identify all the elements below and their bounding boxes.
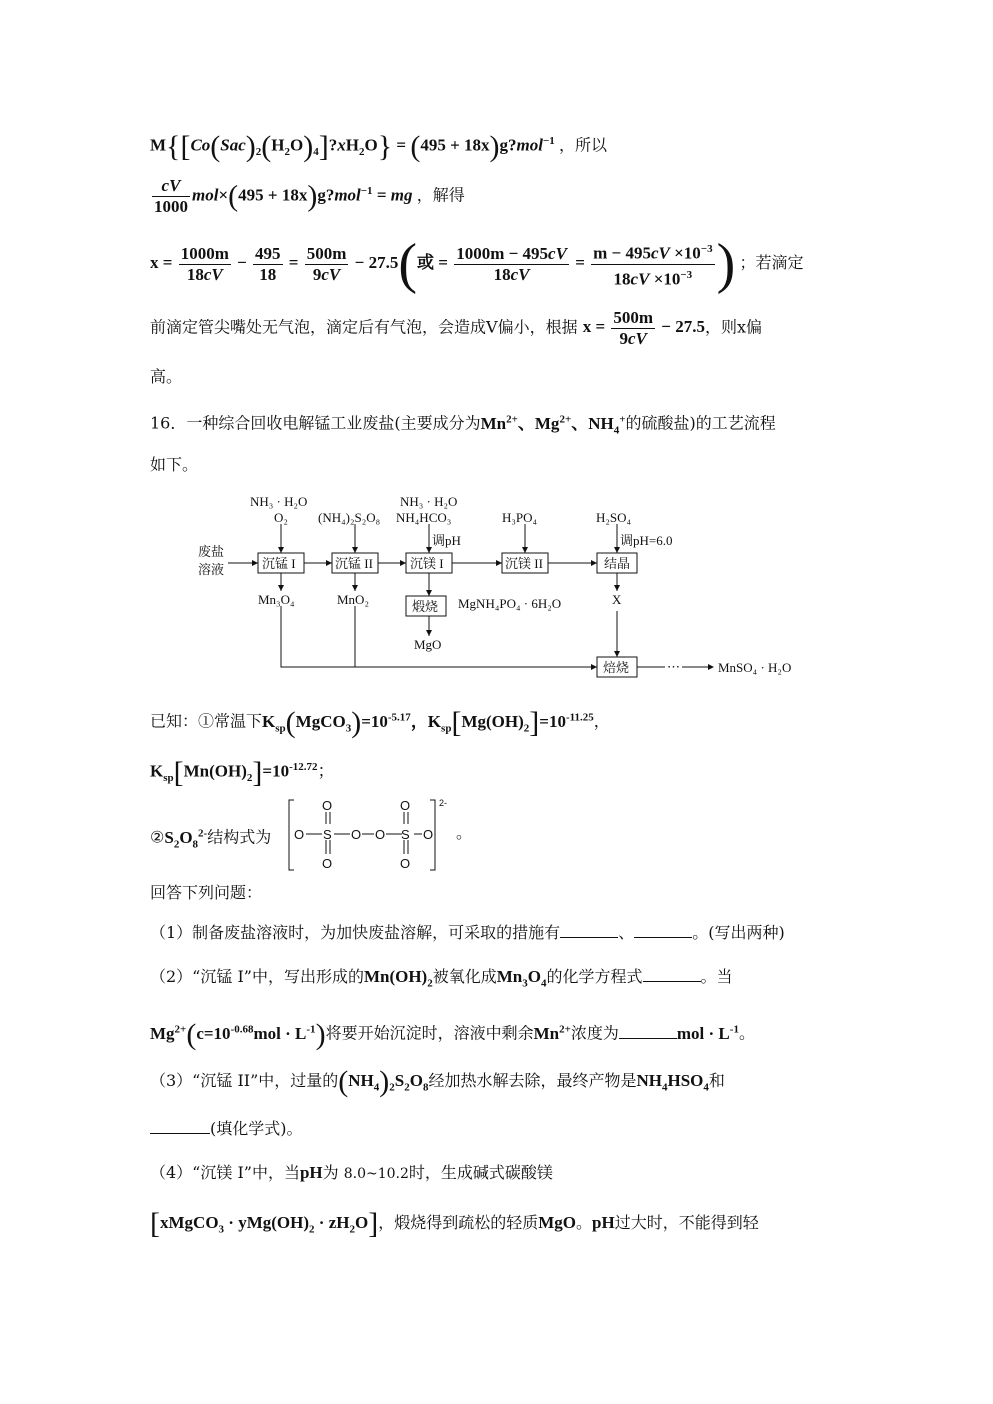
- box-label-chenmei-1: 沉镁 I: [410, 556, 444, 571]
- line3-tail: ；若滴定: [739, 254, 804, 272]
- reagent-2: (NH₄)₂S₂O₈: [318, 510, 381, 525]
- q2-end: 的化学方程式: [546, 967, 643, 986]
- line4-end: 偏: [746, 317, 763, 337]
- q2b-mid: 将要开始沉淀时，溶液中剩余: [325, 1023, 534, 1043]
- atom-s2: S: [401, 827, 410, 842]
- atom-o-bridge2: O: [375, 827, 386, 842]
- peroxodisulfate-structure: [286, 796, 466, 874]
- reagent-1b: O₂: [274, 510, 288, 525]
- q16-intro: 16．一种综合回收电解锰工业废盐(主要成分为$Mn^{2+}$、$Mg^{2+}$、$NH_4^+$的硫酸盐)的工艺流程: [150, 413, 776, 437]
- process-flowchart: [190, 490, 810, 685]
- atom-o-top2: O: [400, 798, 411, 813]
- q16-intro-line2: 如下。: [150, 455, 199, 474]
- q2-dang: 。当: [700, 967, 733, 986]
- molar-mass-equation: $M\{[Co(Sac)_2(H_2O)_4]?xH_2O\} = (495$ + 18x)g?mol$^{-1}$ ，所以: [150, 129, 608, 163]
- x-solution-equation: x = $\frac{1000m}{18cV}$ − $\frac{495}{18}$ = $\frac{500m}{9cV}$ − 27.5(或 = $\frac{1000m - 495cV}{18cV}$ = $\frac{m - 495cV \times 10^{-3}}{18cV \times 10^{-3}}$ ) ；若滴定: [150, 233, 804, 295]
- box-label-jiejing: 结晶: [604, 556, 631, 571]
- box-label-duanshao: 煅烧: [412, 599, 439, 614]
- q4b-mid2: 。: [576, 1213, 593, 1232]
- feed-label-1: 废盐: [198, 544, 225, 559]
- line1-tail: ，所以: [559, 137, 608, 155]
- q4-wei: 为: [322, 1163, 339, 1182]
- q16-intro-pre: 16．一种综合回收电解锰工业废盐(主要成分为: [150, 413, 481, 433]
- product-mn3o4: Mn₃O₄: [258, 592, 295, 607]
- line4-v: V: [486, 317, 498, 337]
- atom-o-bridge1: O: [351, 827, 362, 842]
- final-product: MnSO₄ · H₂O: [718, 660, 792, 675]
- q4b-mid: ，煅烧得到疏松的轻质: [378, 1213, 539, 1232]
- line2-tail: ，解得: [416, 187, 465, 205]
- known-pre: 已知：①常温下: [150, 711, 263, 731]
- product-x: X: [612, 592, 622, 607]
- product-mgo: MgO: [414, 637, 442, 652]
- q1-blank-1[interactable]: [560, 923, 618, 938]
- product-mgnh4po4: MgNH₄PO₄ · 6H₂O: [458, 596, 562, 611]
- q1-text: （1）制备废盐溶液时，为加快废盐溶解，可采取的措施有: [150, 923, 561, 942]
- line4-tail: ，则: [704, 317, 737, 337]
- mass-equation: $\frac{cV}{1000}$ mol×(495 + 18x)g?mol$^{-1}$ = mg ，解得: [154, 176, 465, 216]
- reagent-3c: 调pH: [432, 533, 461, 548]
- reagent-1a: NH₃ · H₂O: [250, 494, 308, 509]
- question-1: [150, 922, 840, 944]
- q2b-mid2: 浓度为: [570, 1023, 619, 1043]
- atom-o-left: O: [294, 827, 305, 842]
- atom-o-right: O: [423, 827, 434, 842]
- q2-blank-2[interactable]: [619, 1024, 677, 1039]
- q3b-text: (填化学式)。: [210, 1119, 303, 1138]
- error-analysis-line: 前滴定管尖嘴处无气泡，滴定后有气泡，会造成V偏小，根据 x = $\frac{500m}{9cV}$ − 27.5，则x偏: [150, 308, 763, 348]
- question-3: （3）“沉锰 II”中，过量的$(NH_4)_2S_2O_8$经加热水解去除，最终产物是$NH_4HSO_4$和: [150, 1065, 725, 1099]
- ion-charge: 2-: [439, 798, 448, 808]
- question-2b: $Mg^{2+}(c=10^{-0.68}mol \cdot L^{-1})$将要开始沉淀时，溶液中剩余$Mn^{2+}$浓度为 mol · $L^{-1}$。: [150, 1017, 755, 1051]
- question-2: （2）“沉锰 I”中，写出形成的$Mn(OH)_2$被氧化成$Mn_3O_4$的化学方程式 。当: [150, 967, 733, 990]
- answer-prompt: 回答下列问题：: [150, 883, 263, 902]
- q1-end: 。(写出两种): [692, 923, 785, 942]
- q1-blank-2[interactable]: [634, 923, 692, 938]
- struct-pre: ②: [150, 827, 165, 847]
- q2-pre: （2）“沉锰 I”中，写出形成的: [150, 967, 364, 986]
- known-ksp-line1: 已知：①常温下$K_{sp}(MgCO_3)=10^{-5.17}$，$K_{sp}[Mg(OH)_2]=10^{-11.25}$，: [150, 705, 610, 739]
- reagent-4: H₃PO₄: [502, 510, 538, 525]
- known-ksp-line2: $K_{sp}[Mn(OH)_2]=10^{-12.72}$；: [150, 755, 335, 789]
- q2-mid: 被氧化成: [432, 967, 497, 986]
- feed-label-2: 溶液: [198, 562, 225, 577]
- q2-blank-1[interactable]: [643, 967, 701, 982]
- q4-post: 时，生成碱式碳酸镁: [408, 1163, 553, 1182]
- reagent-5b: 调pH=6.0: [620, 533, 673, 548]
- q4-pre: （4）“沉镁 I”中，当: [150, 1163, 300, 1182]
- product-mno2: MnO₂: [337, 592, 369, 607]
- atom-o-bot2: O: [400, 856, 411, 871]
- q1-sep: 、: [618, 923, 635, 942]
- box-label-chenmeng-1: 沉锰 I: [262, 556, 296, 571]
- reagent-3b: NH₄HCO₃: [396, 510, 452, 525]
- atom-o-top1: O: [322, 798, 333, 813]
- box-label-chenmei-2: 沉镁 II: [505, 556, 543, 571]
- question-4: （4）“沉镁 I”中，当pH为 8.0~10.2时，生成碱式碳酸镁: [150, 1163, 553, 1182]
- reagent-5a: H₂SO₄: [596, 510, 632, 525]
- q3-blank[interactable]: [150, 1119, 210, 1134]
- question-3b: [150, 1118, 840, 1140]
- box-label-chenmeng-2: 沉锰 II: [335, 556, 373, 571]
- q16-intro-post: 的硫酸盐)的工艺流程: [625, 413, 776, 433]
- struct-post: 结构式为: [207, 827, 272, 847]
- q4-range: 8.0~10.2: [343, 1166, 409, 1182]
- q3-he: 和: [708, 1071, 725, 1090]
- reagent-3a: NH₃ · H₂O: [400, 494, 458, 509]
- line4-x: x: [737, 317, 747, 337]
- atom-o-bot1: O: [322, 856, 333, 871]
- struct-period: 。: [456, 823, 473, 842]
- box-label-beishao: 焙烧: [603, 660, 630, 675]
- question-4b: [xMgCO$_3$ · $yMg(OH)_2 \cdot zH_2O$]，煅烧得到疏松的轻质MgO。pH过大时，不能得到轻: [150, 1207, 759, 1241]
- q3-pre: （3）“沉锰 II”中，过量的: [150, 1071, 339, 1090]
- line4-pre: 前滴定管尖嘴处无气泡，滴定后有气泡，会造成: [150, 317, 487, 337]
- q3-mid: 经加热水解去除，最终产物是: [428, 1071, 637, 1090]
- line5: 高。: [150, 367, 183, 386]
- final-dots: ⋯: [667, 659, 680, 674]
- q4b-end: 过大时，不能得到轻: [614, 1213, 759, 1232]
- line4-mid: 偏小，根据: [497, 317, 578, 337]
- atom-s1: S: [323, 827, 332, 842]
- known-structure-line: $②S_2O_8^{2-}$结构式为: [150, 827, 272, 851]
